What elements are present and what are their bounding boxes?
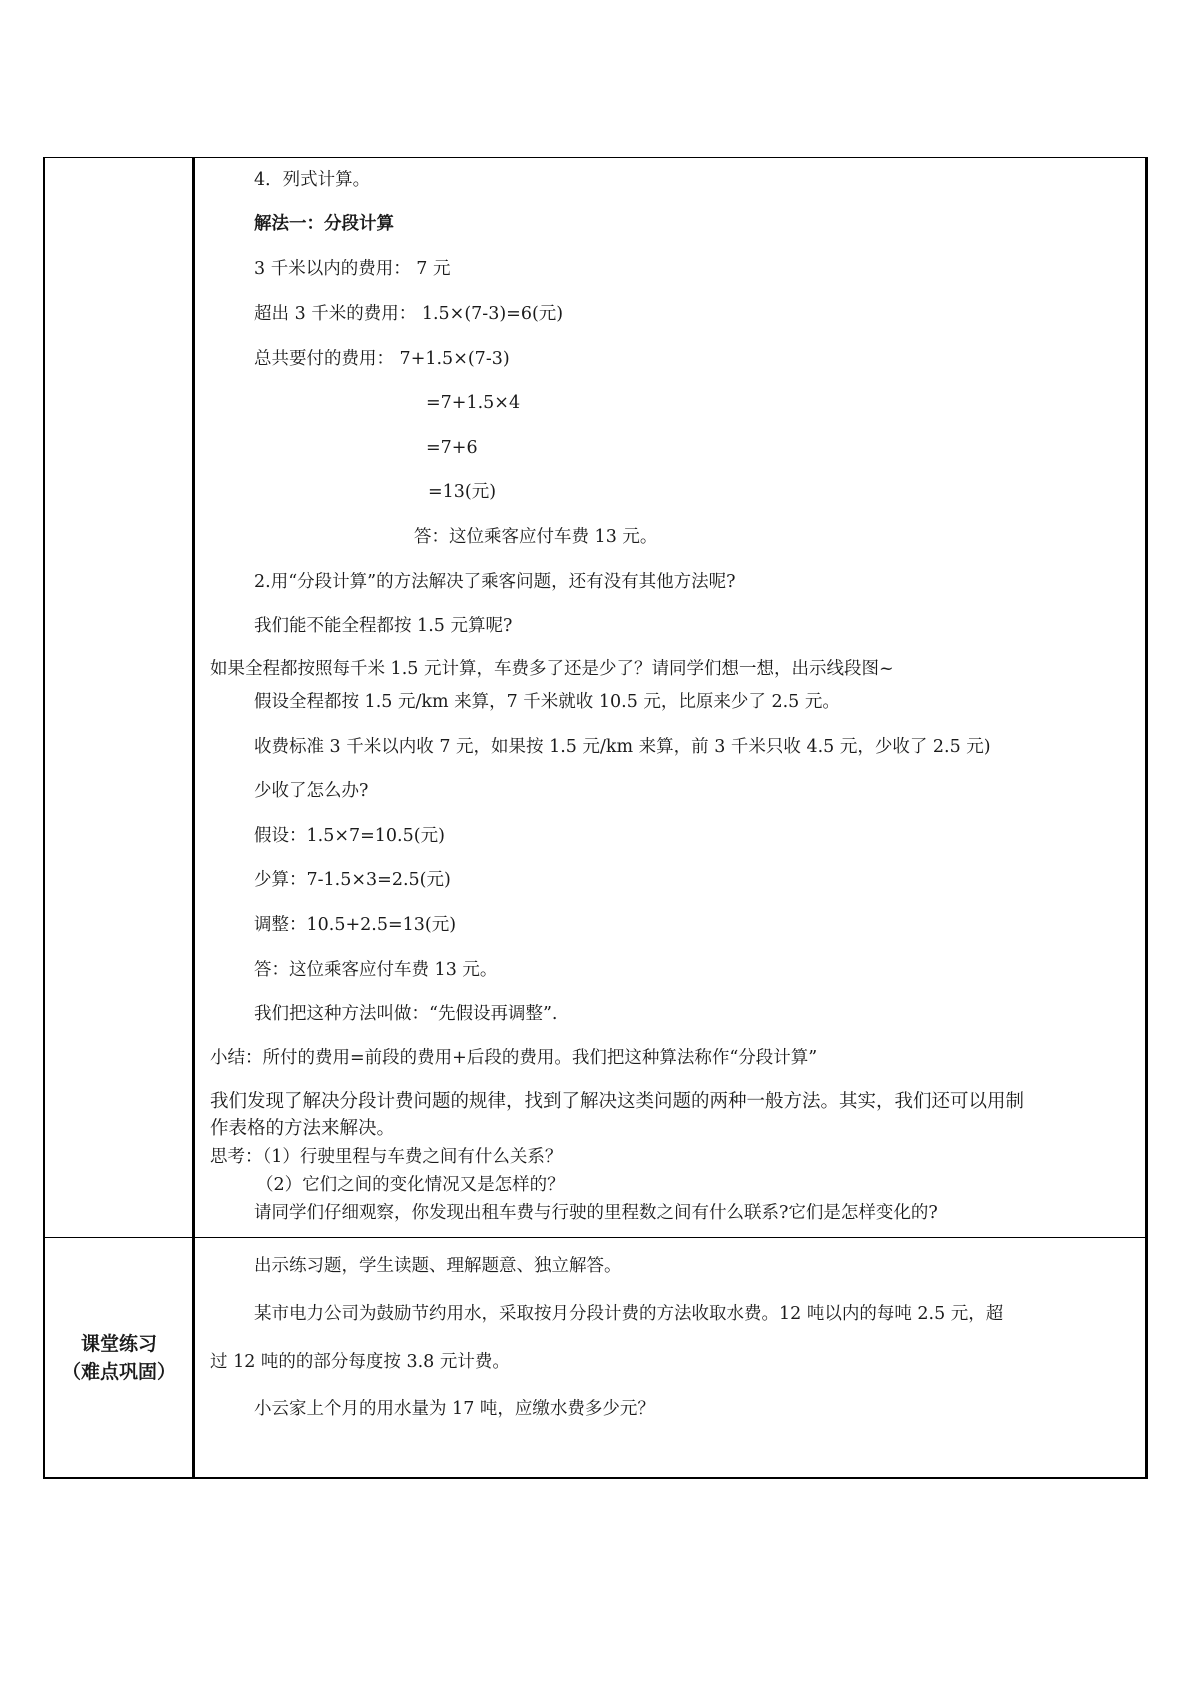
text-line: 我们能不能全程都按 1.5 元算呢? [254, 616, 513, 636]
equation-step: =13(元) [428, 482, 497, 502]
text-line: 3 千米以内的费用： 7 元 [254, 259, 451, 279]
text-line: 假设全程都按 1.5 元/km 来算，7 千米就收 10.5 元，比原来少了 2.5 元。 [254, 692, 840, 712]
table-right-border [1145, 157, 1148, 1478]
summary-line: 小结：所付的费用=前段的费用+后段的费用。我们把这种算法称作“分段计算” [210, 1048, 818, 1068]
think-question-2: （2）它们之间的变化情况又是怎样的？ [256, 1175, 565, 1195]
step-4-heading: 4．列式计算。 [254, 170, 371, 190]
row-label-title: 课堂练习 [80, 1333, 157, 1355]
text-line: 假设：1.5×7=10.5(元) [254, 826, 445, 846]
text-line: 作表格的方法来解决。 [210, 1118, 396, 1139]
text-line: 请同学们仔细观察，你发现出租车费与行驶的里程数之间有什么联系?它们是怎样变化的? [254, 1203, 938, 1223]
think-question-1: 思考：（1）行驶里程与车费之间有什么关系？ [210, 1147, 563, 1167]
text-line: 我们发现了解决分段计费问题的规律，找到了解决这类问题的两种一般方法。其实，我们还可以用制 [210, 1091, 1025, 1112]
method-one-heading: 解法一：分段计算 [254, 214, 394, 234]
equation-step: =7+6 [426, 438, 478, 458]
table-bottom-border [43, 1477, 1148, 1479]
practice-question: 小云家上个月的用水量为 17 吨，应缴水费多少元？ [254, 1399, 655, 1419]
text-line: 我们把这种方法叫做：“先假设再调整”. [254, 1004, 558, 1024]
text-line: 少算：7-1.5×3=2.5(元) [254, 870, 451, 890]
text-line: 调整：10.5+2.5=13(元) [254, 915, 457, 935]
practice-intro: 出示练习题，学生读题、理解题意、独立解答。 [254, 1256, 622, 1276]
text-line: 少收了怎么办? [254, 781, 369, 801]
answer-line: 答：这位乘客应付车费 13 元。 [254, 960, 498, 980]
row-label-subtitle: （难点巩固） [61, 1361, 176, 1383]
text-line: 总共要付的费用： 7+1.5×(7-3) [254, 349, 510, 369]
equation-step: =7+1.5×4 [426, 393, 521, 413]
text-line: 如果全程都按照每千米 1.5 元计算，车费多了还是少了？请同学们想一想，出示线段图~ [210, 659, 894, 679]
practice-problem-line: 某市电力公司为鼓励节约用水，采取按月分段计费的方法收取水费。12 吨以内的每吨 2.5 元，超 [254, 1304, 1004, 1324]
practice-problem-line: 过 12 吨的的部分每度按 3.8 元计费。 [210, 1352, 510, 1372]
text-line: 收费标准 3 千米以内收 7 元，如果按 1.5 元/km 来算，前 3 千米只收 4.5 元，少收了 2.5 元) [254, 737, 991, 757]
table-top-border [43, 157, 1148, 158]
answer-line: 答：这位乘客应付车费 13 元。 [414, 527, 658, 547]
row-label-classroom-practice [45, 1238, 193, 1478]
text-line: 2.用“分段计算”的方法解决了乘客问题，还有没有其他方法呢? [254, 572, 736, 592]
text-line: 超出 3 千米的费用： 1.5×(7-3)=6(元) [254, 304, 564, 324]
table-row-divider [43, 1237, 1148, 1238]
